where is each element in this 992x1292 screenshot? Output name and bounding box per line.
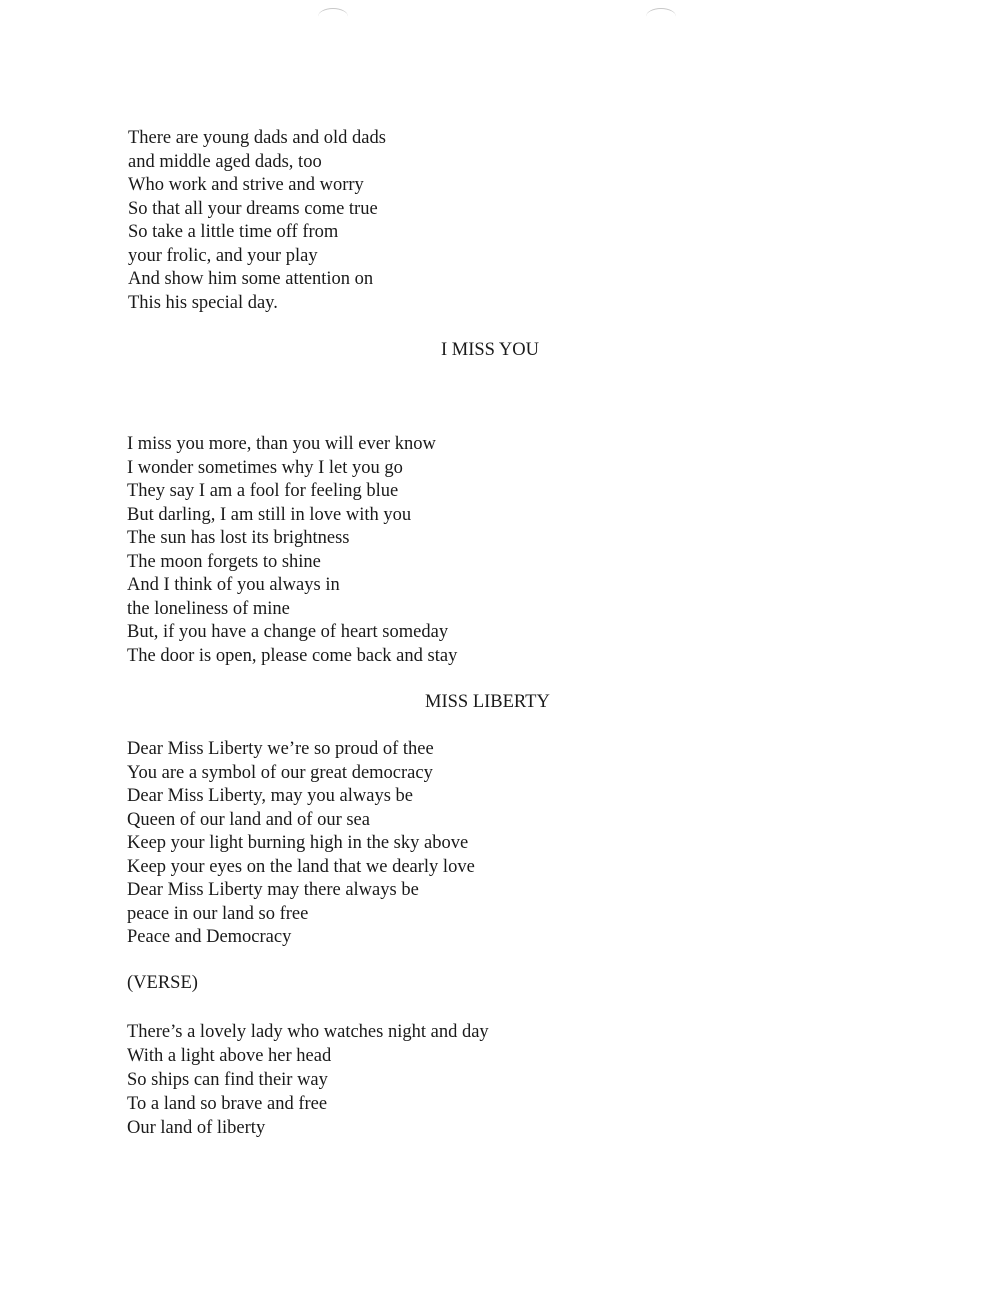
poem-line: So ships can find their way <box>127 1070 328 1090</box>
poem-line: Dear Miss Liberty we’re so proud of thee <box>127 739 434 759</box>
poem-line: the loneliness of mine <box>127 598 290 619</box>
poem-line: your frolic, and your play <box>128 245 318 266</box>
poem-stanza-miss-liberty-chorus <box>127 738 475 950</box>
poem-line: Keep your light burning high in the sky above <box>127 833 469 853</box>
poem-line: Keep your eyes on the land that we dearly love <box>127 856 475 877</box>
poem-stanza-fathers <box>128 127 386 315</box>
poem-line: And show him some attention on <box>128 269 374 289</box>
poem-line: and middle aged dads, too <box>128 151 322 172</box>
poem-line: You are a symbol of our great democracy <box>127 762 433 783</box>
poem-line: There are young dads and old dads <box>128 128 386 148</box>
poem-line: They say I am a fool for feeling blue <box>127 481 399 501</box>
poem-line: To a land so brave and free <box>127 1094 328 1114</box>
poem-line: So take a little time off from <box>128 222 339 242</box>
poem-line: Queen of our land and of our sea <box>127 809 370 830</box>
poem-line: With a light above her head <box>127 1046 332 1066</box>
poem-line: peace in our land so free <box>127 903 309 924</box>
poem-line: The moon forgets to shine <box>127 551 321 572</box>
poem-line: The sun has lost its brightness <box>127 528 350 548</box>
poem-line: There’s a lovely lady who watches night and day <box>127 1022 489 1042</box>
poem-line: Dear Miss Liberty, may you always be <box>127 786 413 806</box>
poem-line: This his special day. <box>128 292 278 313</box>
punch-hole-mark-left <box>318 8 348 25</box>
poem-title-i-miss-you: I MISS YOU <box>441 340 539 360</box>
poem-line: Our land of liberty <box>127 1118 266 1138</box>
poem-line: And I think of you always in <box>127 575 340 595</box>
poem-line: I wonder sometimes why I let you go <box>127 457 403 478</box>
poem-line: But darling, I am still in love with you <box>127 504 412 525</box>
poem-line: Peace and Democracy <box>127 927 292 947</box>
poem-stanza-miss-liberty-verse <box>127 1020 489 1140</box>
poem-stanza-i-miss-you <box>127 433 457 668</box>
poem-line: The door is open, please come back and stay <box>127 645 458 666</box>
poem-line: Dear Miss Liberty may there always be <box>127 880 419 900</box>
poem-line: I miss you more, than you will ever know <box>127 434 436 454</box>
poem-line: Who work and strive and worry <box>128 175 364 195</box>
poem-line: So that all your dreams come true <box>128 198 378 219</box>
punch-hole-mark-right <box>646 8 676 25</box>
poem-title-miss-liberty: MISS LIBERTY <box>425 692 550 712</box>
verse-label: (VERSE) <box>127 973 198 993</box>
poem-line: But, if you have a change of heart someday <box>127 622 449 642</box>
